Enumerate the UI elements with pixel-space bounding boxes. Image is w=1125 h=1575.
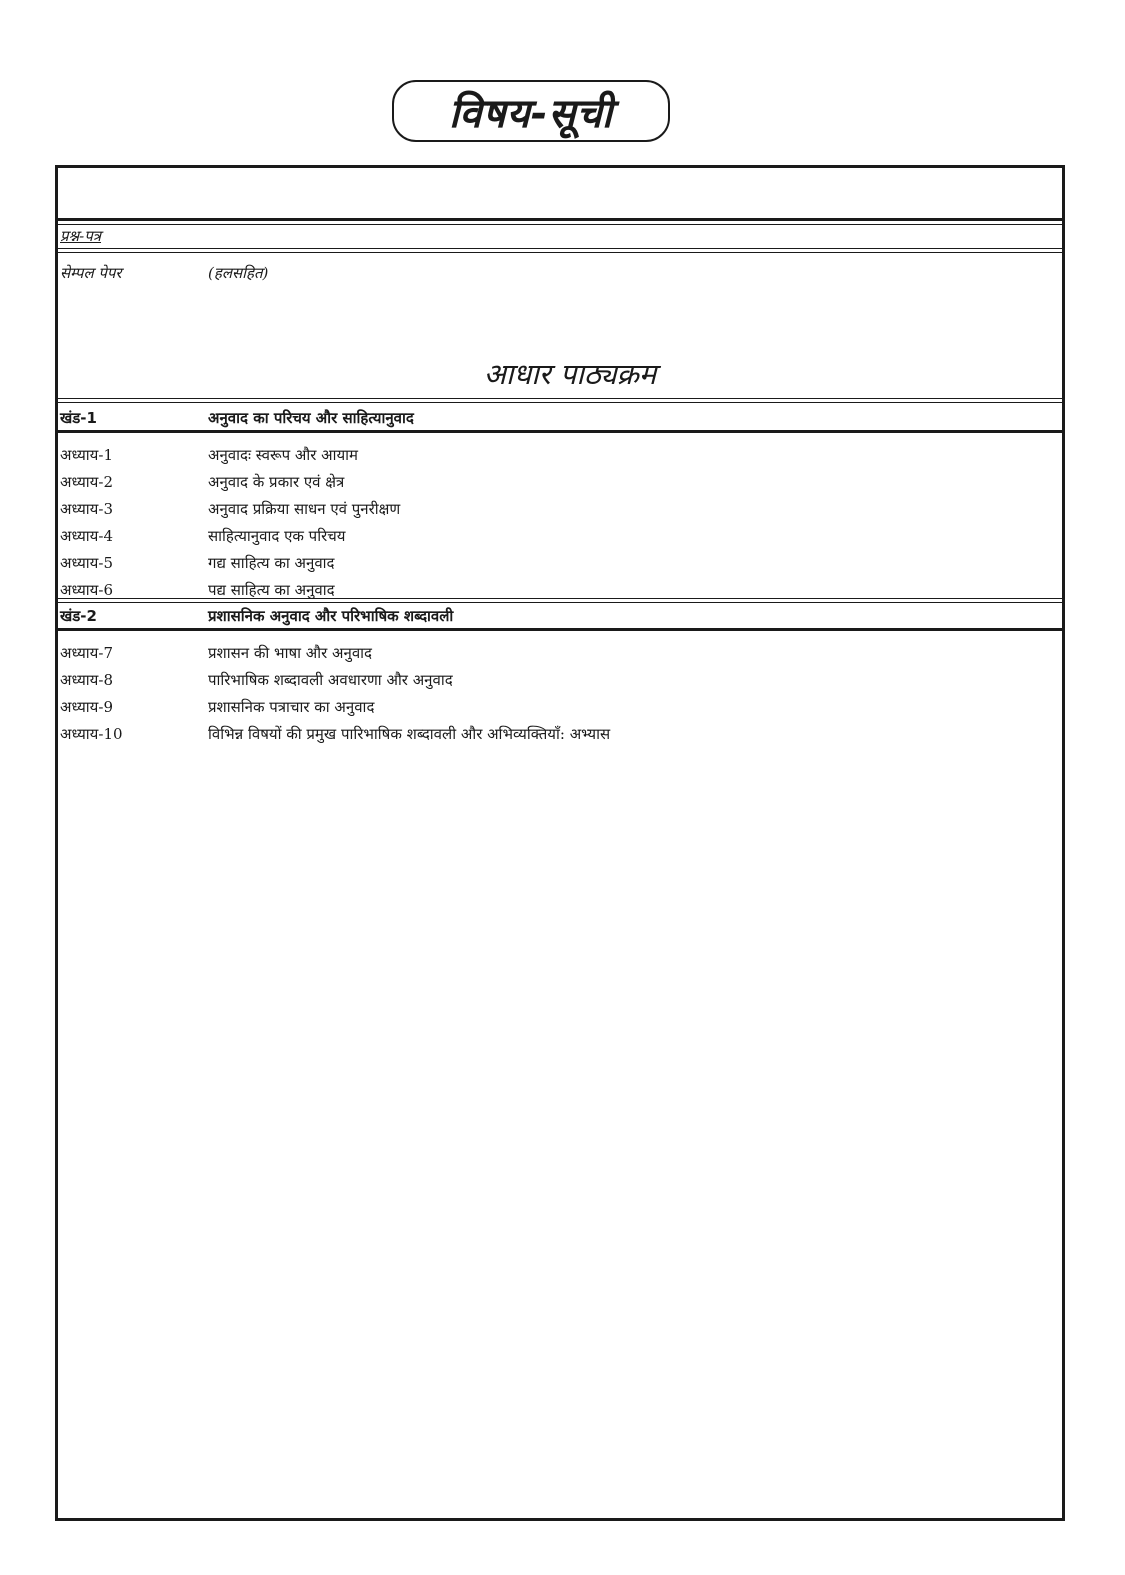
divider — [58, 218, 1062, 221]
chapter-label: अध्याय-1 — [60, 446, 113, 464]
section-title: प्रशासनिक अनुवाद और परिभाषिक शब्दावली — [208, 607, 454, 625]
chapter-title: पद्य साहित्य का अनुवाद — [208, 581, 335, 599]
divider — [58, 402, 1062, 403]
sample-paper-note: (हलसहित) — [208, 264, 269, 282]
divider — [58, 248, 1062, 249]
chapter-title: अनुवादः स्वरूप और आयाम — [208, 446, 359, 464]
divider — [58, 430, 1062, 433]
section-title: अनुवाद का परिचय और साहित्यानुवाद — [208, 409, 414, 427]
chapter-title: अनुवाद प्रक्रिया साधन एवं पुनरीक्षण — [208, 500, 401, 518]
chapter-label: अध्याय-6 — [60, 581, 113, 599]
chapter-label: अध्याय-9 — [60, 698, 113, 716]
chapter-label: अध्याय-4 — [60, 527, 113, 545]
divider — [58, 224, 1062, 225]
divider — [58, 598, 1062, 599]
chapter-label: अध्याय-10 — [60, 725, 123, 743]
course-title: आधार पाठ्यक्रम — [483, 357, 657, 391]
chapter-label: अध्याय-2 — [60, 473, 113, 491]
chapter-title: गद्य साहित्य का अनुवाद — [208, 554, 335, 572]
chapter-title: विभिन्न विषयों की प्रमुख पारिभाषिक शब्दावली और अभिव्यक्तियाँ: अभ्यास — [208, 725, 611, 743]
chapter-label: अध्याय-8 — [60, 671, 113, 689]
title-box — [392, 80, 670, 142]
divider — [58, 628, 1062, 631]
divider — [58, 602, 1062, 603]
chapter-label: अध्याय-5 — [60, 554, 113, 572]
divider — [58, 398, 1062, 399]
chapter-title: साहित्यानुवाद एक परिचय — [208, 527, 346, 545]
section-label: खंड-2 — [60, 607, 97, 625]
question-paper-heading: प्रश्न-पत्र — [60, 227, 102, 245]
chapter-title: प्रशासन की भाषा और अनुवाद — [208, 644, 373, 662]
chapter-label: अध्याय-3 — [60, 500, 113, 518]
divider — [58, 252, 1062, 253]
page-title: विषय-सूची — [448, 90, 614, 137]
chapter-label: अध्याय-7 — [60, 644, 113, 662]
chapter-title: अनुवाद के प्रकार एवं क्षेत्र — [208, 473, 345, 491]
sample-paper-label: सेम्पल पेपर — [60, 264, 122, 282]
chapter-title: पारिभाषिक शब्दावली अवधारणा और अनुवाद — [208, 671, 453, 689]
chapter-title: प्रशासनिक पत्राचार का अनुवाद — [208, 698, 375, 716]
contents-frame — [55, 165, 1065, 1521]
section-label: खंड-1 — [60, 409, 97, 427]
